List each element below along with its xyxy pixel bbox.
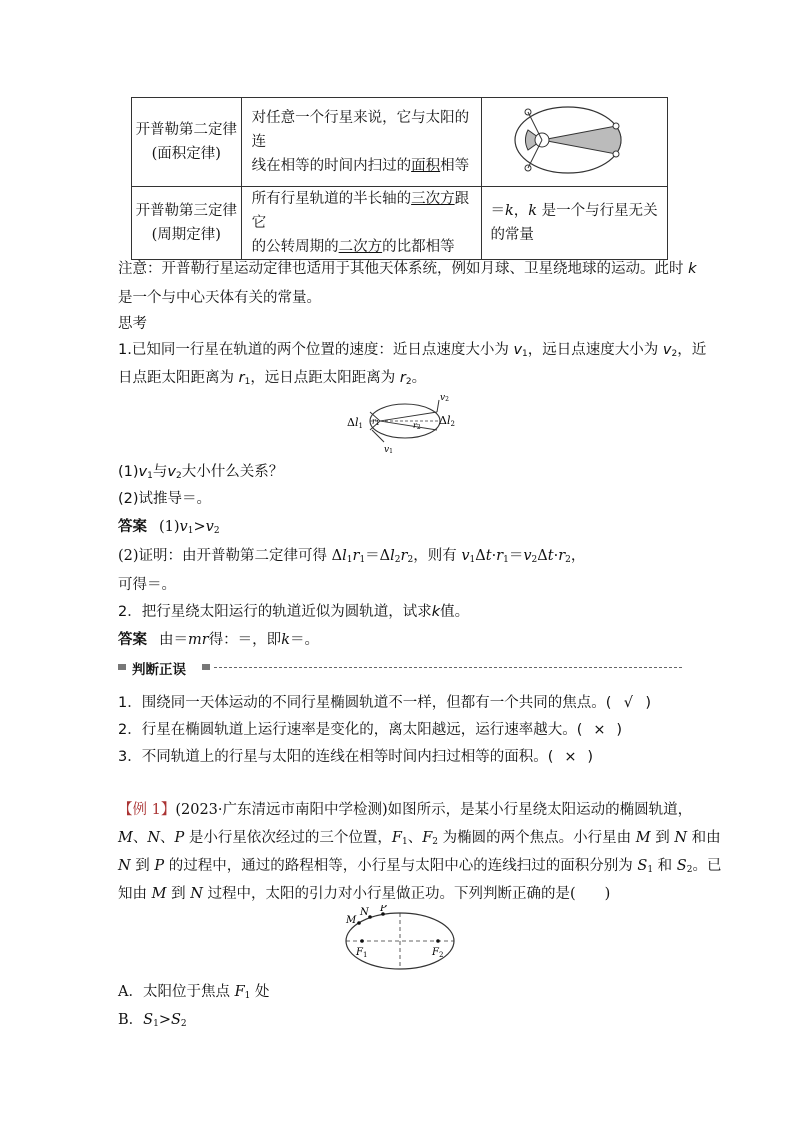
law-formula: ＝k，k 是一个与行星无关 — [490, 203, 658, 219]
svg-text:F1: $F_1$ — [356, 947, 368, 959]
judge-item: 1．围绕同一天体运动的不同行星椭圆轨道不一样，但都有一个共同的焦点。( √ ) — [118, 695, 652, 711]
blank-answer: 二次方 — [338, 239, 383, 255]
law-name-cell — [132, 187, 242, 260]
orbit-speed-diagram — [340, 390, 470, 456]
section-divider — [214, 667, 682, 668]
svg-text:P: P — [380, 905, 387, 914]
example-line: 【例 1】(2023·广东清远市南阳中学检测)如图所示，是某小行星绕太阳运动的椭圆轨道， — [118, 802, 693, 818]
law-diagram-cell — [482, 98, 668, 187]
svg-text:Δl1: Δl1 — [347, 416, 363, 430]
judge-item: 2．行星在椭圆轨道上运行速率是变化的，离太阳越远，运行速率越大。( × ) — [118, 722, 623, 738]
law-name-cell — [132, 98, 242, 187]
section-marker — [202, 664, 210, 670]
svg-text:v1: v1 — [384, 445, 393, 455]
answer-1-conclusion: 可得＝。 — [118, 577, 176, 593]
judge-mark: × — [564, 749, 577, 765]
law-formula: 的常量 — [490, 227, 534, 243]
svg-text:M: M — [346, 915, 357, 926]
svg-text:F2: $F_2$ — [432, 947, 444, 959]
svg-text:r2: r2 — [413, 421, 421, 431]
section-marker — [118, 664, 126, 670]
question-1-cont: 日点距太阳距离为 $r_1$，远日点距太阳距离为 $r_2$。 — [118, 370, 427, 387]
asteroid-orbit-diagram — [338, 905, 464, 975]
second-law-ellipse-diagram — [482, 98, 659, 182]
law-name: 开普勒第三定律 — [135, 203, 238, 219]
note-line: 注意：开普勒行星运动定律也适用于其他天体系统，例如月球、卫星绕地球的运动。此时 k — [118, 261, 697, 277]
svg-text:N: N — [360, 907, 369, 918]
judge-section-header — [118, 658, 682, 676]
think-heading: 思考 — [118, 316, 147, 332]
table-row — [132, 98, 668, 187]
svg-text:Δl2: Δl2 — [439, 414, 455, 428]
blank-answer: 三次方 — [411, 191, 455, 207]
judge-mark: √ — [623, 695, 634, 711]
law-text: 线在相等的时间内扫过的面积相等 — [251, 158, 470, 174]
law-text: 所有行星轨道的半长轴的三次方跟它 — [251, 191, 470, 231]
answer-1: 答案 $(1)v_1>v_2$ — [118, 519, 220, 536]
law-text: 对任意一个行星来说，它与太阳的连 — [251, 110, 470, 150]
example-line: M、N、P 是小行星依次经过的三个位置，$F_1$、$F_2$ 为椭圆的两个焦点。小行星由 M 到 N 和由 — [118, 830, 721, 847]
law-text: 的公转周期的二次方的比都相等 — [251, 239, 455, 255]
judge-item: 3．不同轨道上的行星与太阳的连线在相等时间内扫过相等的面积。( × ) — [118, 749, 594, 765]
table-row — [132, 187, 668, 260]
law-content-cell — [241, 98, 482, 187]
law-alias: (面积定律) — [151, 146, 221, 162]
option-a: A．太阳位于焦点 $F_1$ 处 — [118, 984, 270, 1001]
law-name: 开普勒第二定律 — [135, 122, 238, 138]
judge-mark: × — [593, 722, 606, 738]
question-1-part-1: $(1)v_1$与$v_2$大小什么关系？ — [118, 464, 284, 481]
law-content-cell — [241, 187, 482, 260]
example-line: N 到 P 的过程中，通过的路程相等，小行星与太阳中心的连线扫过的面积分别为 $S_1$ 和 $S_2$。已 — [118, 858, 722, 875]
svg-text:r1: r1 — [372, 417, 380, 427]
section-title: 判断正误 — [132, 662, 186, 678]
example-tag: 【例 1】 — [118, 802, 176, 818]
note-line: 是一个与中心天体有关的常量。 — [118, 290, 321, 306]
law-formula-cell — [482, 187, 668, 260]
svg-text:v2: v2 — [440, 393, 449, 403]
option-b: B．$S_1>S_2$ — [118, 1012, 187, 1029]
answer-1-proof: (2)证明：由开普勒第二定律可得 $\Delta l_1r_1=\Delta l_2r_2$，则有 $v_1\Delta t\cdot r_1=v_2\Delta t\cdot r_2$， — [118, 548, 586, 565]
question-1: 1.已知同一行星在轨道的两个位置的速度：近日点速度大小为 $v_1$，远日点速度大小为 $v_2$，近 — [118, 342, 707, 359]
question-2: 2．把行星绕太阳运行的轨道近似为圆轨道，试求k值。 — [118, 604, 470, 620]
answer-2: 答案 由＝mr得：＝，即k＝。 — [118, 632, 319, 648]
question-1-part-2: (2)试推导＝。 — [118, 491, 212, 507]
blank-answer: 面积 — [411, 158, 441, 174]
example-line: 知由 M 到 N 过程中，太阳的引力对小行星做正功。下列判断正确的是( ) — [118, 886, 611, 902]
law-alias: (周期定律) — [151, 227, 221, 243]
kepler-laws-table — [131, 97, 668, 260]
